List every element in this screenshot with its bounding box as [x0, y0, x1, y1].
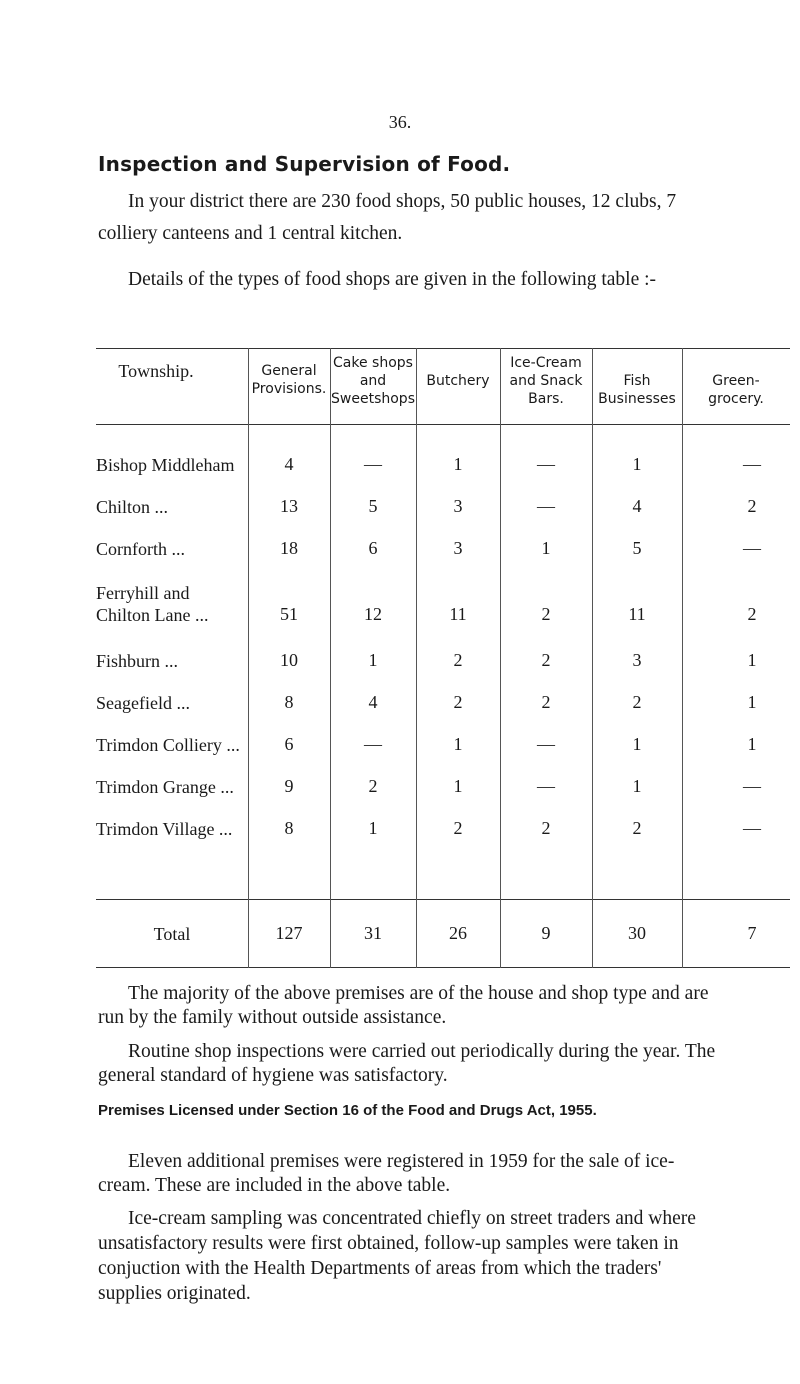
table-cell: —: [364, 454, 382, 474]
intro-paragraph-2: Details of the types of food shops are given in the following table :-: [128, 269, 657, 290]
header-butchery: Butchery: [426, 373, 490, 389]
column-divider: [500, 348, 501, 968]
table-cell: —: [743, 454, 761, 474]
table-cell: —: [743, 818, 761, 838]
table-cell: —: [537, 496, 555, 516]
table-cell: 1: [632, 734, 642, 754]
table-cell: 3: [453, 496, 463, 516]
total-cell: 31: [364, 923, 382, 943]
table-cell: 5: [632, 538, 642, 558]
table-cell: 1: [747, 692, 757, 712]
page-number: 36.: [388, 112, 412, 132]
table-cell: —: [537, 776, 555, 796]
table-cell: 4: [368, 692, 378, 712]
table-cell: —: [537, 734, 555, 754]
header-general-provisions: General Provisions.: [251, 363, 327, 397]
column-divider: [416, 348, 417, 968]
column-divider: [592, 348, 593, 968]
table-cell: —: [743, 776, 761, 796]
table-cell: 1: [747, 734, 757, 754]
table-cell: 10: [280, 650, 298, 670]
table-cell: 11: [449, 604, 467, 624]
table-cell: 1: [453, 776, 463, 796]
table-cell: 2: [541, 604, 551, 624]
table-cell: 11: [628, 604, 646, 624]
table-cell: 1: [453, 734, 463, 754]
header-fish-businesses: Fish Businesses: [598, 373, 676, 407]
table-cell: 1: [541, 538, 551, 558]
table-cell: 4: [632, 496, 642, 516]
table-cell: 1: [368, 818, 378, 838]
header-township: Township.: [118, 361, 194, 381]
table-cell: 2: [632, 692, 642, 712]
table-cell: 9: [284, 776, 294, 796]
total-cell: 26: [449, 923, 467, 943]
table-cell: —: [537, 454, 555, 474]
row-label: Trimdon Village ...: [96, 819, 233, 839]
table-cell: 18: [280, 538, 298, 558]
table-cell: 1: [632, 776, 642, 796]
row-label: Cornforth ...: [96, 539, 185, 559]
table-cell: 2: [453, 692, 463, 712]
table-cell: 2: [541, 818, 551, 838]
page-title: Inspection and Supervision of Food.: [98, 152, 511, 176]
table-top-rule: [96, 348, 790, 349]
header-greengrocery: Green- grocery.: [708, 373, 764, 407]
intro-paragraph-1: In your district there are 230 food shops, 50 public houses, 12 clubs, 7 colliery canteens and 1 central kitchen.: [98, 191, 677, 244]
table-cell: —: [364, 734, 382, 754]
section-subheading: Premises Licensed under Section 16 of the Food and Drugs Act, 1955.: [98, 1102, 597, 1119]
header-cake-shops: Cake shops and Sweetshops: [331, 355, 415, 407]
table-cell: 8: [284, 818, 294, 838]
table-cell: 13: [280, 496, 298, 516]
table-cell: 2: [747, 496, 757, 516]
row-label: Bishop Middleham: [96, 455, 235, 475]
food-shops-table: [96, 348, 790, 968]
header-ice-cream: Ice-Cream and Snack Bars.: [509, 355, 583, 407]
table-cell: 12: [364, 604, 382, 624]
total-cell: 7: [747, 923, 757, 943]
table-cell: 3: [632, 650, 642, 670]
table-cell: 2: [453, 818, 463, 838]
total-label: Total: [153, 924, 191, 944]
row-label: Trimdon Grange ...: [96, 777, 234, 797]
table-cell: 2: [747, 604, 757, 624]
table-cell: 1: [368, 650, 378, 670]
header-bottom-rule: [96, 424, 790, 425]
table-cell: 2: [541, 650, 551, 670]
paragraph-eleven: Eleven additional premises were registered in 1959 for the sale of ice-cream. These are included in the above table.: [98, 1151, 675, 1196]
total-cell: 9: [541, 923, 551, 943]
table-cell: 2: [541, 692, 551, 712]
table-cell: 1: [453, 454, 463, 474]
table-cell: 3: [453, 538, 463, 558]
paragraph-routine: Routine shop inspections were carried out periodically during the year. The general standard of hygiene was satisfactory.: [98, 1041, 716, 1086]
column-divider: [248, 348, 249, 968]
column-divider: [330, 348, 331, 968]
row-label: Trimdon Colliery ...: [96, 735, 240, 755]
table-cell: 6: [368, 538, 378, 558]
total-top-rule: [96, 899, 790, 900]
table-cell: 2: [453, 650, 463, 670]
column-divider: [682, 348, 683, 968]
table-cell: 2: [632, 818, 642, 838]
paragraph-majority: The majority of the above premises are of the house and shop type and are run by the family without outside assistance.: [98, 983, 709, 1028]
table-cell: 4: [284, 454, 294, 474]
row-label: Seagefield ...: [96, 693, 190, 713]
row-label: Ferryhill and Chilton Lane ...: [96, 583, 209, 625]
table-cell: 51: [280, 604, 298, 624]
row-label: Fishburn ...: [96, 651, 179, 671]
table-cell: 2: [368, 776, 378, 796]
total-cell: 127: [275, 923, 303, 943]
paragraph-ice-cream-sampling: Ice-cream sampling was concentrated chiefly on street traders and where unsatisfactory results were first obtained, follow-up samples were taken in conjuction with the Health Departments of areas from which the traders' supplies originated.: [98, 1208, 696, 1304]
table-cell: 8: [284, 692, 294, 712]
table-cell: 5: [368, 496, 378, 516]
row-label: Chilton ...: [96, 497, 169, 517]
table-cell: 6: [284, 734, 294, 754]
table-cell: —: [743, 538, 761, 558]
total-cell: 30: [628, 923, 646, 943]
table-bottom-rule: [96, 967, 790, 968]
table-cell: 1: [632, 454, 642, 474]
table-cell: 1: [747, 650, 757, 670]
